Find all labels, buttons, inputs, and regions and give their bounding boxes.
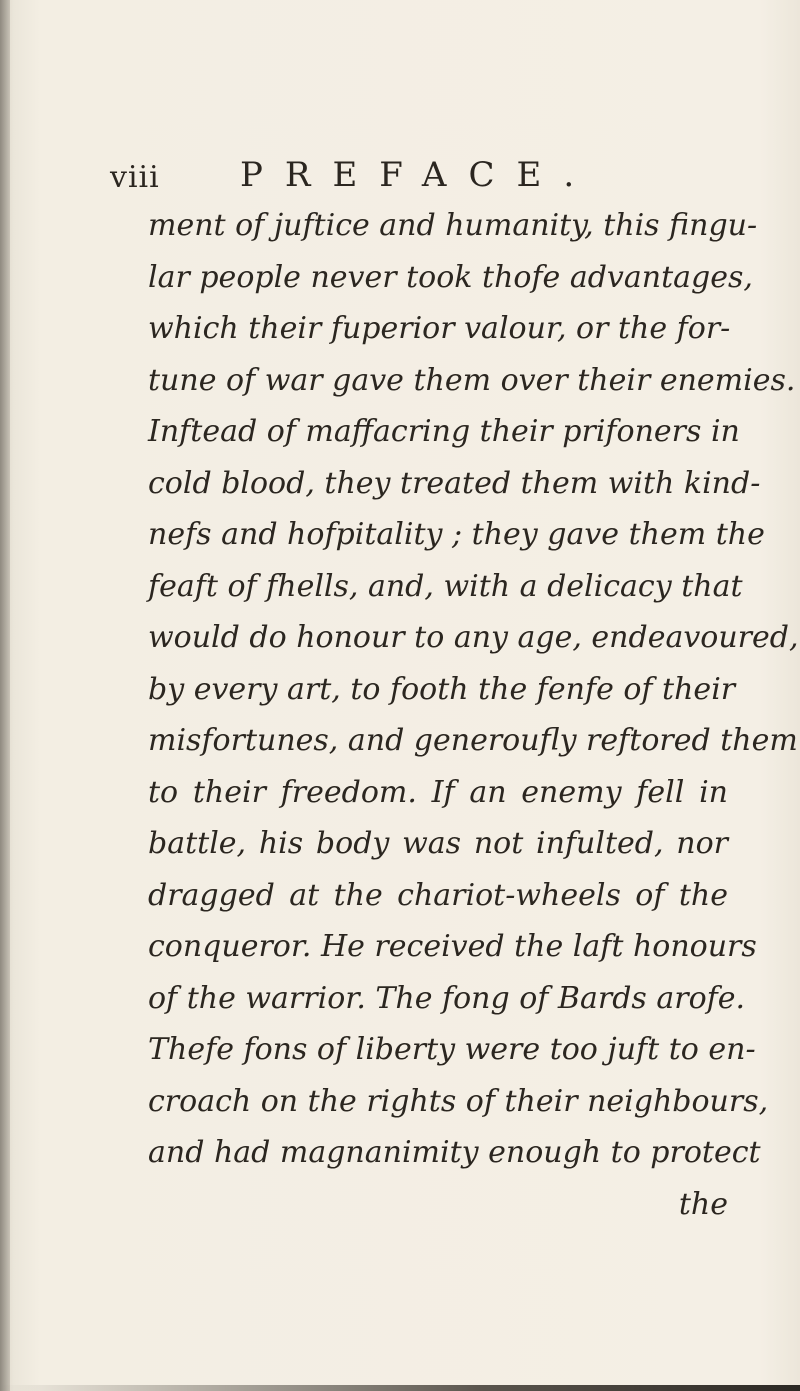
text-line: nefs and hofpitality ; they gave them the: [148, 517, 765, 552]
text-line: lar people never took thofe advantages,: [148, 259, 753, 295]
text-line: croach on the rights of their neighbours,: [148, 1083, 769, 1119]
text-line: tune of war gave them over their enemies.: [148, 362, 796, 398]
text-line: of the warrior. The fong of Bards arofe.: [148, 980, 746, 1016]
text-line: misfortunes, and generoufly reftored them: [148, 723, 798, 758]
text-line: Inftead of maffacring their prifoners in: [148, 414, 740, 449]
page-gutter: [0, 0, 10, 1391]
running-head: PREFACE.: [240, 155, 597, 195]
text-line: Thefe fons of liberty were too juft to en-: [148, 1032, 756, 1067]
page-bottom-edge: [0, 1385, 800, 1391]
catchword: the: [678, 1186, 728, 1222]
text-line: ment of juftice and humanity, this fingu-: [148, 208, 758, 243]
body-text: [148, 200, 799, 1230]
text-line: and had magnanimity enough to protect: [148, 1135, 761, 1170]
text-line: battle, his body was not infulted, nor: [148, 826, 728, 861]
text-line: conqueror. He received the laft honours: [148, 929, 757, 964]
page-number: viii: [110, 160, 160, 195]
text-line: dragged at the chariot-wheels of the: [148, 877, 728, 913]
text-line: to their freedom. If an enemy fell in: [148, 774, 728, 810]
text-line: by every art, to footh the fenfe of their: [148, 671, 736, 707]
text-line: would do honour to any age, endeavoured,: [148, 620, 799, 655]
text-line: feaft of fhells, and, with a delicacy that: [148, 568, 743, 604]
text-line: cold blood, they treated them with kind-: [148, 465, 761, 501]
text-line: which their fuperior valour, or the for-: [148, 311, 731, 346]
